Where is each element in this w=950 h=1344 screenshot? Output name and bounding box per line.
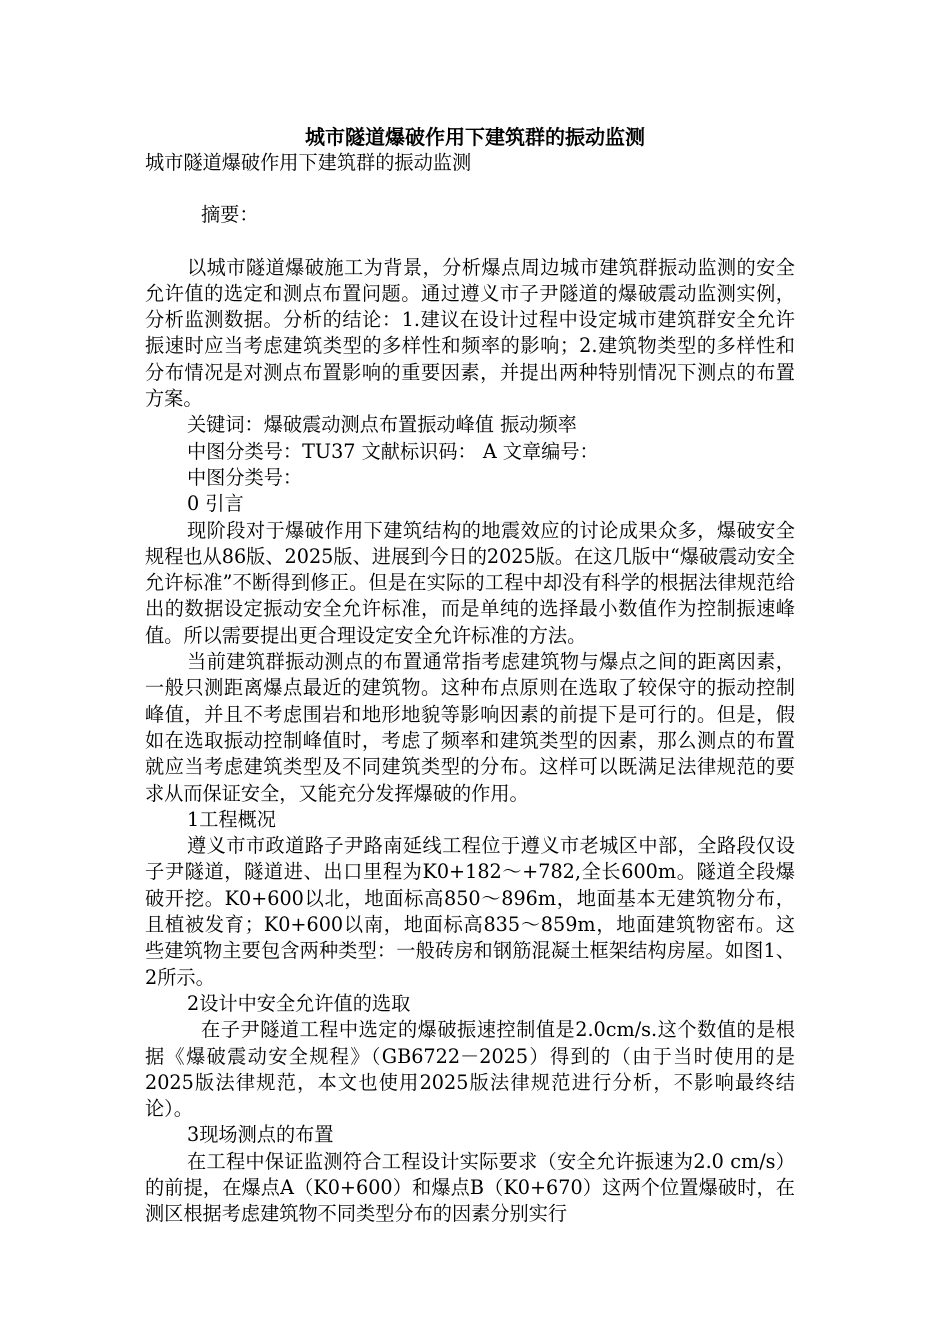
classification-line-2: 中图分类号： [187,465,303,489]
classification-line-1: 中图分类号：TU37 文献标识码： A 文章编号： [187,439,599,463]
section-2-paragraph-1: 在子尹隧道工程中选定的爆破振速控制值是2.0cm/s.这个数值的是根据《爆破震动安全规程》（GB6722－2025）得到的（由于当时使用的是2025版法律规范，本文也使用2025版法律规范进行分析，不影响最终结论）。 [145,1018,795,1121]
abstract-label: 摘要： [201,203,259,227]
section-3-paragraph-1: 在工程中保证监测符合工程设计实际要求（安全允许振速为2.0 cm/s）的前提，在爆点A（K0+600）和爆点B（K0+670）这两个位置爆破时，在测区根据考虑建筑物不同类型分布的因素分别实行 [145,1149,795,1226]
section-3-heading: 3现场测点的布置 [187,1123,334,1147]
section-1-heading: 1工程概况 [187,807,276,831]
document-title: 城市隧道爆破作用下建筑群的振动监测 [305,125,645,149]
section-0-paragraph-1: 现阶段对于爆破作用下建筑结构的地震效应的讨论成果众多，爆破安全规程也从86版、2025版、进展到今日的2025版。在这几版中“爆破震动安全允许标准”不断得到修正。但是在实际的工程中却没有科学的根据法律规范给出的数据设定振动安全允许标准，而是单纯的选择最小数值作为控制振速峰值。所以需要提出更合理设定安全允许标准的方法。 [145,518,795,647]
keywords-line: 关键词：爆破震动测点布置振动峰值 振动频率 [187,413,577,437]
section-2-heading: 2设计中安全允许值的选取 [187,991,411,1015]
section-0-paragraph-2: 当前建筑群振动测点的布置通常指考虑建筑物与爆点之间的距离因素，一般只测距离爆点最近的建筑物。这种布点原则在选取了较保守的振动控制峰值，并且不考虑围岩和地形地貌等影响因素的前提下是可行的。但是，假如在选取振动控制峰值时，考虑了频率和建筑类型的因素，那么测点的布置就应当考虑建筑类型及不同建筑类型的分布。这样可以既满足法律规范的要求从而保证安全，又能充分发挥爆破的作用。 [145,650,795,805]
document-body [145,150,795,1228]
document-subtitle: 城市隧道爆破作用下建筑群的振动监测 [145,151,472,174]
section-1-paragraph-1: 遵义市市政道路子尹路南延线工程位于遵义市老城区中部，全路段仅设子尹隧道，隧道进、出口里程为K0+182～+782,全长600m。隧道全段爆破开挖。K0+600以北，地面标高850～896m，地面基本无建筑物分布，且植被发育；K0+600以南，地面标高835～859m，地面建筑物密布。这些建筑物主要包含两种类型：一般砖房和钢筋混凝土框架结构房屋。如图1、2所示。 [145,834,795,989]
abstract-paragraph: 以城市隧道爆破施工为背景，分析爆点周边城市建筑群振动监测的安全允许值的选定和测点布置问题。通过遵义市子尹隧道的爆破震动监测实例，分析监测数据。分析的结论：1.建议在设计过程中设定城市建筑群安全允许振速时应当考虑建筑类型的多样性和频率的影响；2.建筑物类型的多样性和分布情况是对测点布置影响的重要因素，并提出两种特别情况下测点的布置方案。 [145,255,795,411]
section-0-heading: 0 引言 [187,492,244,516]
